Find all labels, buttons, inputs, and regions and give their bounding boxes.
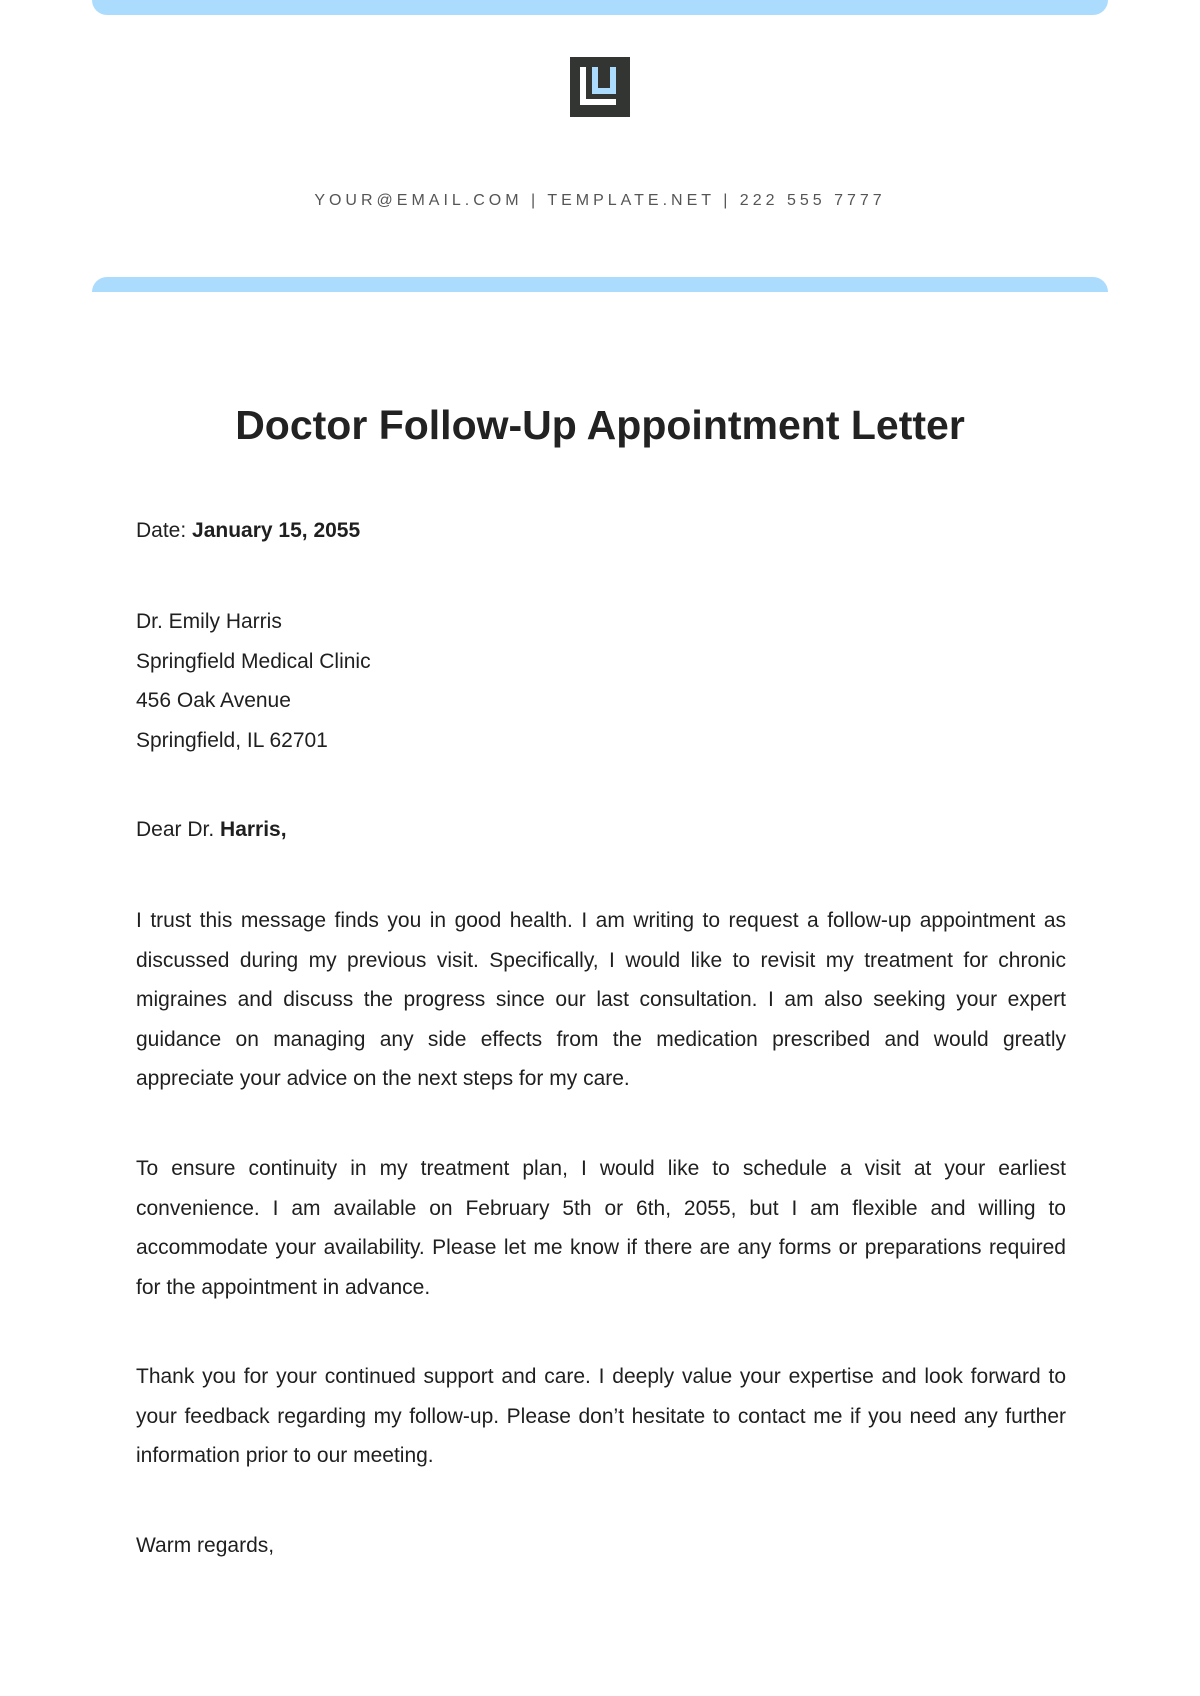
- recipient-address: Dr. Emily Harris Springfield Medical Clinic 456 Oak Avenue Springfield, IL 62701: [136, 610, 371, 752]
- body-paragraph-2: To ensure continuity in my treatment plan, I would like to schedule a visit at your earliest convenience. I am available on February 5th or 6th, 2055, but I am flexible and willing to accommodate your availability. Please let me know if there are any forms or preparations required for the appointment in advance.: [136, 1157, 1066, 1299]
- letter-date: Date: January 15, 2055: [136, 519, 361, 542]
- divider-accent-bar: [92, 277, 1108, 292]
- contact-info: YOUR@EMAIL.COM | TEMPLATE.NET | 222 555 7777: [314, 192, 886, 209]
- closing: Warm regards,: [136, 1534, 275, 1557]
- salutation: Dear Dr. Harris,: [136, 818, 287, 841]
- letter-title: Doctor Follow-Up Appointment Letter: [235, 402, 965, 448]
- header-accent-bar: [92, 0, 1108, 15]
- company-logo: [570, 57, 630, 117]
- body-paragraph-1: I trust this message finds you in good health. I am writing to request a follow-up appointment as discussed during my previous visit. Specifically, I would like to revisit my treatment for chronic migraines and discuss the progress since our last consultation. I am also seeking your expert guidance on managing any side effects from the medication prescribed and would greatly appreciate your advice on the next steps for my care.: [136, 909, 1066, 1090]
- body-paragraph-3: Thank you for your continued support and care. I deeply value your expertise and look forward to your feedback regarding my follow-up. Please don’t hesitate to contact me if you need any further information prior to our meeting.: [136, 1365, 1066, 1467]
